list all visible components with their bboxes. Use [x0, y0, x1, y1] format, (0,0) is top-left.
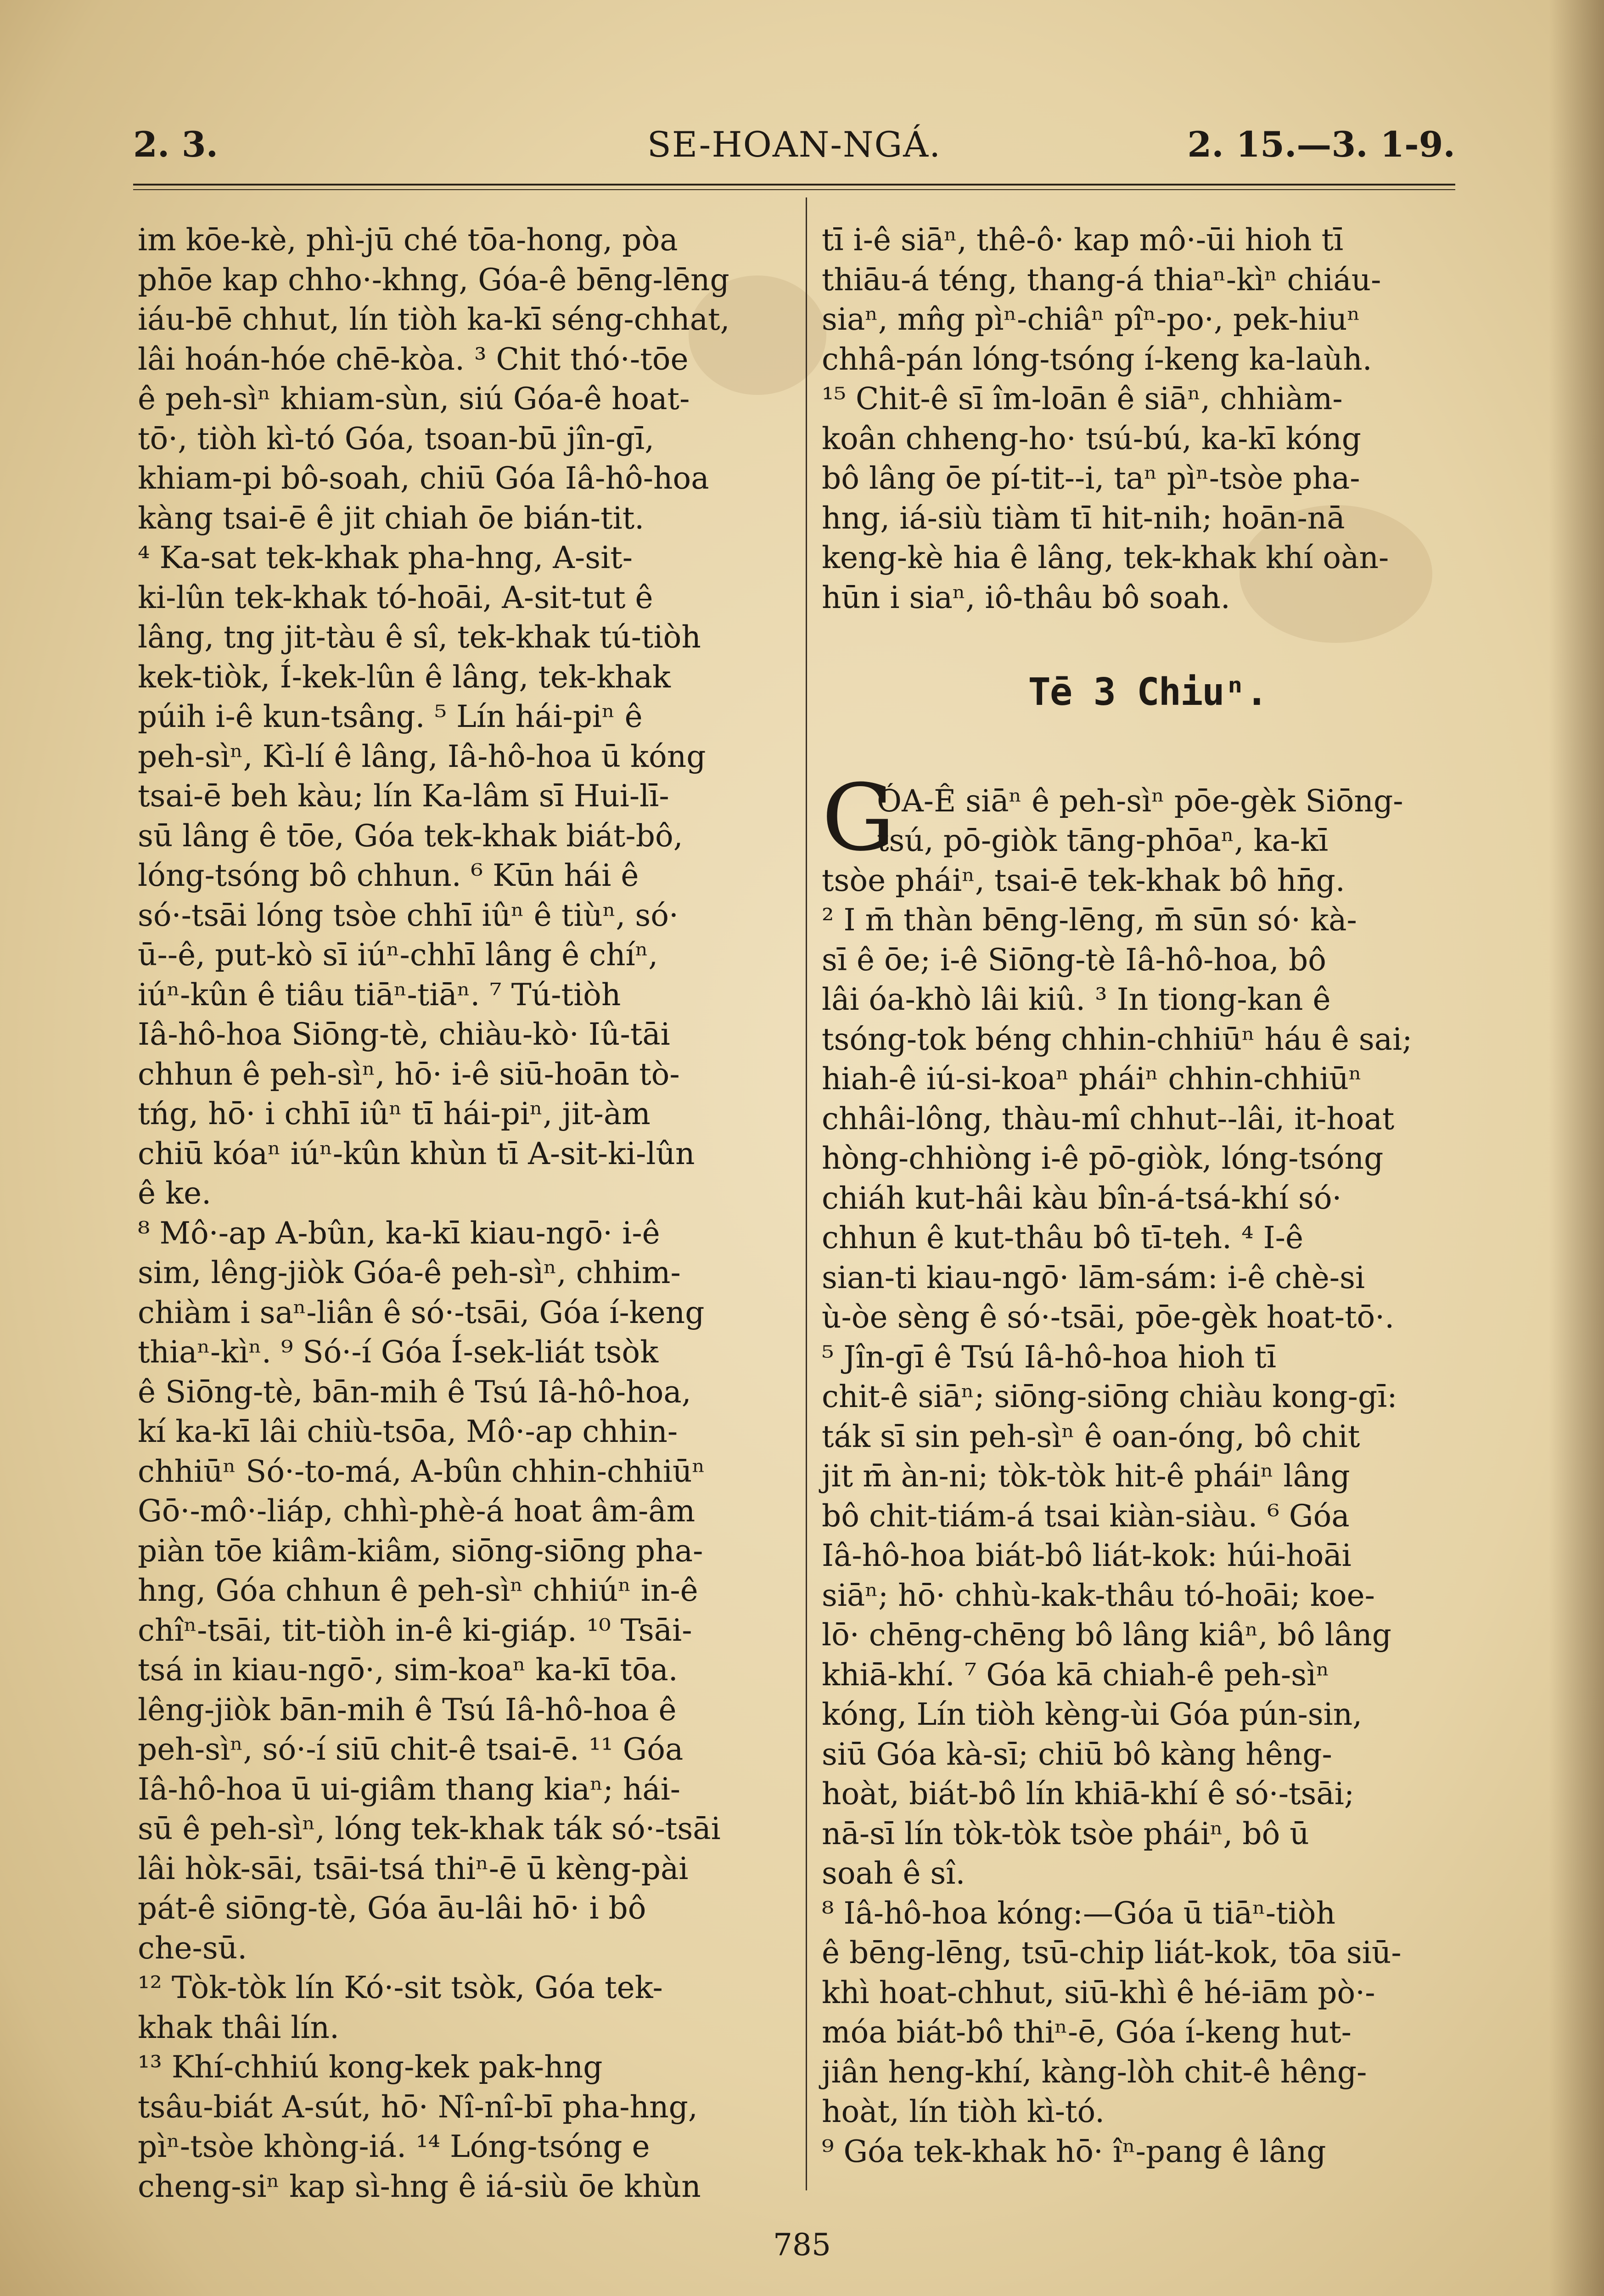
book-title: SE-HOAN-NGÁ. — [647, 124, 942, 165]
text-line: Iâ-hô-hoa Siōng-tè, chiàu-kò· Iû-tāi — [138, 1017, 670, 1052]
text-line: hòng-chhiòng i-ê pō-giòk, lóng-tsóng — [822, 1141, 1384, 1176]
text-line: púih i-ê kun-tsâng. ⁵ Lín hái-piⁿ ê — [138, 699, 643, 734]
text-line: móa biát-bô thiⁿ-ē, Góa í-keng hut- — [822, 2015, 1352, 2050]
text-line: pát-ê siōng-tè, Góa āu-lâi hō· i bô — [138, 1891, 646, 1926]
text-line: Iâ-hô-hoa ū ui-giâm thang kiaⁿ; hái- — [138, 1771, 681, 1807]
text-line: iáu-bē chhut, lín tiòh ka-kī séng-chhat, — [138, 302, 730, 337]
text-line: ê bēng-lēng, tsū-chip liát-kok, tōa siū- — [822, 1935, 1402, 1970]
header-rule-thin — [133, 189, 1455, 190]
text-line: chhâi-lông, thàu-mî chhut--lâi, it-hoat — [822, 1101, 1395, 1137]
text-line: bô lâng ōe pí-tit--i, taⁿ pìⁿ-tsòe pha- — [822, 461, 1360, 496]
text-line: sū lâng ê tōe, Góa tek-khak biát-bô, — [138, 818, 683, 854]
drop-cap-lines — [822, 782, 1474, 861]
right-column-body-text — [822, 861, 1474, 2172]
text-line: tō·, tiòh kì-tó Góa, tsoan-bū jîn-gī, — [138, 421, 655, 456]
text-line: khiam-pi bô-soah, chiū Góa Iâ-hô-hoa — [138, 461, 709, 496]
text-line: tsòe pháiⁿ, tsai-ē tek-khak bô hn̄g. — [822, 862, 1345, 898]
text-line: nā-sī lín tòk-tòk tsòe pháiⁿ, bô ū — [822, 1816, 1309, 1851]
text-line: sim, lêng-jiòk Góa-ê peh-sìⁿ, chhim- — [138, 1255, 681, 1290]
text-line: lâng, tng jit-tàu ê sî, tek-khak tú-tiòh — [138, 619, 701, 655]
text-line: hoàt, lín tiòh kì-tó. — [822, 2094, 1105, 2129]
text-line: ū--ê, put-kò sī iúⁿ-chhī lâng ê chíⁿ, — [138, 937, 658, 973]
text-line: tsóng-tok béng chhin-chhiūⁿ háu ê sai; — [822, 1021, 1413, 1057]
text-line: ⁸ Mô·-ap A-bûn, ka-kī kiau-ngō· i-ê — [138, 1215, 660, 1251]
chapter-heading: Tē 3 Chiuⁿ. — [1028, 670, 1267, 714]
text-line: hoàt, biát-bô lín khiā-khí ê só·-tsāi; — [822, 1776, 1355, 1812]
text-line: khiā-khí. ⁷ Góa kā chiah-ê peh-sìⁿ — [822, 1657, 1329, 1693]
text-line: chiáh kut-hâi kàu bîn-á-tsá-khí só· — [822, 1180, 1342, 1216]
text-line: ⁴ Ka-sat tek-khak pha-hng, A-sit- — [138, 540, 633, 575]
text-line: peh-sìⁿ, só·-í siū chit-ê tsai-ē. ¹¹ Góa — [138, 1732, 684, 1767]
text-line: sian-ti kiau-ngō· lām-sám: i-ê chè-si — [822, 1260, 1365, 1295]
text-line: só·-tsāi lóng tsòe chhī iûⁿ ê tiùⁿ, só· — [138, 897, 679, 933]
text-line: ⁸ Iâ-hô-hoa kóng:—Góa ū tiāⁿ-tiòh — [822, 1895, 1335, 1931]
text-line: ki-lûn tek-khak tó-hoāi, A-sit-tut ê — [138, 580, 653, 615]
text-line: chhun ê kut-thâu bô tī-teh. ⁴ I-ê — [822, 1220, 1304, 1255]
text-line: tsâu-biát A-sút, hō· Nî-nî-bī pha-hng, — [138, 2089, 698, 2125]
text-line: kóng, Lín tiòh kèng-ùi Góa pún-sin, — [822, 1697, 1363, 1732]
text-line: ù-òe sèng ê só·-tsāi, pōe-gèk hoat-tō·. — [822, 1300, 1395, 1335]
text-line: chhun ê peh-sìⁿ, hō· i-ê siū-hoān tò- — [138, 1056, 680, 1092]
text-line: lêng-jiòk bān-mih ê Tsú Iâ-hô-hoa ê — [138, 1692, 677, 1728]
text-line: cheng-siⁿ kap sì-hng ê iá-siù ōe khùn — [138, 2168, 701, 2204]
header-chapter-ref-right: 2. 15.—3. 1-9. — [1187, 124, 1455, 165]
text-line: hiah-ê iú-si-koaⁿ pháiⁿ chhin-chhiūⁿ — [822, 1061, 1362, 1097]
text-line: kek-tiòk, Í-kek-lûn ê lâng, tek-khak — [138, 659, 671, 695]
text-line: chiàm i saⁿ-liân ê só·-tsāi, Góa í-keng — [138, 1294, 705, 1330]
text-line: koân chheng-ho· tsú-bú, ka-kī kóng — [822, 421, 1361, 456]
text-line: sī ê ōe; i-ê Siōng-tè Iâ-hô-hoa, bô — [822, 942, 1326, 978]
text-line: ê peh-sìⁿ khiam-sùn, siú Góa-ê hoat- — [138, 381, 690, 416]
text-line: Iâ-hô-hoa biát-bô liát-kok: húi-hoāi — [822, 1538, 1352, 1573]
text-line: phōe kap chho·-khng, Góa-ê bēng-lēng — [138, 262, 729, 298]
text-line: lâi hoán-hóe chē-kòa. ³ Chit thó·-tōe — [138, 341, 689, 377]
text-line: soah ê sî. — [822, 1856, 965, 1891]
text-line: thiāu-á téng, thang-á thiaⁿ-kìⁿ chiáu- — [822, 262, 1381, 298]
text-line: hng, Góa chhun ê peh-sìⁿ chhiúⁿ in-ê — [138, 1573, 698, 1608]
text-line: tī i-ê siāⁿ, thê-ô· kap mô·-ūi hioh tī — [822, 222, 1344, 258]
text-line: ê ke. — [138, 1176, 212, 1211]
text-line: pìⁿ-tsòe khòng-iá. ¹⁴ Lóng-tsóng e — [138, 2129, 650, 2164]
text-line: ¹⁵ Chit-ê sī îm-loān ê siāⁿ, chhiàm- — [822, 381, 1343, 416]
text-line: lâi hòk-sāi, tsāi-tsá thiⁿ-ē ū kèng-pài — [138, 1851, 689, 1886]
text-line: kí ka-kī lâi chiù-tsōa, Mô·-ap chhin- — [138, 1414, 678, 1449]
text-line: sū ê peh-sìⁿ, lóng tek-khak ták só·-tsāi — [138, 1811, 721, 1846]
header-rule — [133, 184, 1455, 186]
text-line: keng-kè hia ê lâng, tek-khak khí oàn- — [822, 540, 1389, 575]
chapter-opening — [822, 764, 1474, 872]
text-line: kàng tsai-ē ê jit chiah ōe bián-tit. — [138, 500, 645, 536]
text-line: piàn tōe kiâm-kiâm, siōng-siōng pha- — [138, 1533, 703, 1569]
header-chapter-ref-left: 2. 3. — [133, 124, 219, 165]
text-line: jit m̄ àn-ni; tòk-tòk hit-ê pháiⁿ lâng — [822, 1458, 1350, 1494]
drop-cap: G — [822, 764, 895, 872]
text-line: tńg, hō· i chhī iûⁿ tī hái-piⁿ, jit-àm — [138, 1096, 651, 1131]
text-line: hūn i siaⁿ, iô-thâu bô soah. — [822, 580, 1230, 615]
text-line: lâi óa-khò lâi kiû. ³ In tiong-kan ê — [822, 982, 1331, 1017]
text-line: im kōe-kè, phì-jū ché tōa-hong, pòa — [138, 222, 678, 258]
text-line: chit-ê siāⁿ; siōng-siōng chiàu kong-gī: — [822, 1379, 1397, 1414]
text-line: siāⁿ; hō· chhù-kak-thâu tó-hoāi; koe- — [822, 1577, 1375, 1613]
text-line: tsai-ē beh kàu; lín Ka-lâm sī Hui-lī- — [138, 778, 669, 814]
text-line: ê Siōng-tè, bān-mih ê Tsú Iâ-hô-hoa, — [138, 1374, 691, 1410]
text-line: chhâ-pán lóng-tsóng í-keng ka-laùh. — [822, 341, 1372, 377]
text-line: peh-sìⁿ, Kì-lí ê lâng, Iâ-hô-hoa ū kóng — [138, 738, 706, 774]
text-line: che-sū. — [138, 1930, 247, 1966]
text-line: chîⁿ-tsāi, tit-tiòh in-ê ki-giáp. ¹⁰ Tsāi- — [138, 1612, 692, 1648]
text-line: jiân heng-khí, kàng-lòh chit-ê hêng- — [822, 2054, 1367, 2090]
text-line: khak thâi lín. — [138, 2009, 339, 2045]
right-column-top-text — [822, 220, 1474, 618]
text-line: thiaⁿ-kìⁿ. ⁹ Só·-í Góa Í-sek-liát tsòk — [138, 1334, 659, 1370]
text-line: tsú, pō-giòk tāng-phōaⁿ, ka-kī — [877, 823, 1329, 858]
text-line: siū Góa kà-sī; chiū bô kàng hêng- — [822, 1736, 1332, 1772]
text-line: ⁵ Jîn-gī ê Tsú Iâ-hô-hoa hioh tī — [822, 1339, 1277, 1375]
text-line: chhiūⁿ Só·-to-má, A-bûn chhin-chhiūⁿ — [138, 1453, 706, 1489]
text-line: iúⁿ-kûn ê tiâu tiāⁿ-tiāⁿ. ⁷ Tú-tiòh — [138, 977, 621, 1013]
text-line: lō· chēng-chēng bô lâng kiâⁿ, bô lâng — [822, 1617, 1391, 1653]
text-line: ták sī sin peh-sìⁿ ê oan-óng, bô chit — [822, 1418, 1360, 1454]
text-line: ¹³ Khí-chhiú kong-kek pak-hng — [138, 2049, 603, 2085]
text-line: lóng-tsóng bô chhun. ⁶ Kūn hái ê — [138, 858, 639, 893]
text-line: ² I m̄ thàn bēng-lēng, m̄ sūn só· kà- — [822, 902, 1357, 938]
left-text-column — [138, 220, 790, 2206]
text-line: hng, iá-siù tiàm tī hit-nih; hoān-nā — [822, 500, 1345, 536]
text-line: khì hoat-chhut, siū-khì ê hé-iām pò·- — [822, 1975, 1375, 2010]
page-number: 785 — [773, 2227, 831, 2262]
running-header — [133, 124, 1455, 174]
text-line: siaⁿ, mn̂g pìⁿ-chiâⁿ pîⁿ-po·, pek-hiuⁿ — [822, 302, 1361, 337]
text-line: ¹² Tòk-tòk lín Kó·-sit tsòk, Góa tek- — [138, 1970, 663, 2005]
text-line: Gō·-mô·-liáp, chhì-phè-á hoat âm-âm — [138, 1493, 695, 1529]
text-line: bô chit-tiám-á tsai kiàn-siàu. ⁶ Góa — [822, 1498, 1350, 1534]
text-line: tsá in kiau-ngō·, sim-koaⁿ ka-kī tōa. — [138, 1652, 678, 1688]
text-line: ÓA-Ê siāⁿ ê peh-sìⁿ pōe-gèk Siōng- — [877, 783, 1403, 819]
right-text-column — [822, 220, 1474, 2172]
column-divider — [806, 197, 807, 2190]
text-line: ⁹ Góa tek-khak hō· îⁿ-pang ê lâng — [822, 2133, 1326, 2169]
text-line: chiū kóaⁿ iúⁿ-kûn khùn tī A-sit-ki-lûn — [138, 1136, 695, 1171]
